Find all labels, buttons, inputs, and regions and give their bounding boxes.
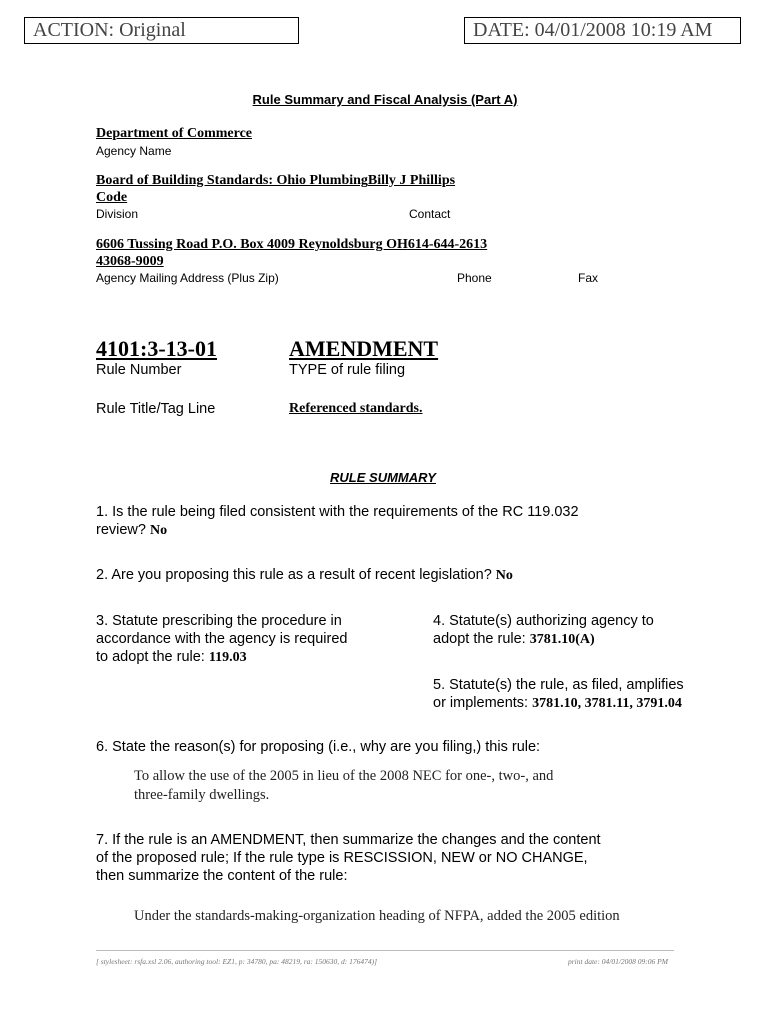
division-line2: Code	[96, 190, 128, 205]
question-5-line1: 5. Statute(s) the rule, as filed, amplifies	[433, 677, 684, 693]
phone-value: 614-644-2613	[407, 237, 488, 252]
question-2-text: 2. Are you proposing this rule as a result of recent legislation?	[96, 567, 492, 583]
action-text: ACTION: Original	[33, 19, 186, 41]
division-value	[96, 173, 455, 189]
question-3-line1: 3. Statute prescribing the procedure in	[96, 613, 342, 629]
question-1	[96, 503, 579, 540]
date-box	[464, 17, 741, 44]
question-2-answer: No	[495, 568, 513, 583]
rule-title-label: Rule Title/Tag Line	[96, 401, 216, 417]
question-1-answer: No	[150, 523, 168, 538]
page-title: Rule Summary and Fiscal Analysis (Part A)	[252, 92, 518, 107]
contact-value: Billy J Phillips	[367, 173, 456, 188]
question-4-line2: adopt the rule:	[433, 631, 526, 647]
question-6-answer-line1: To allow the use of the 2005 in lieu of the 2008 NEC for one-, two-, and	[134, 768, 554, 784]
address-label: Agency Mailing Address (Plus Zip)	[96, 271, 279, 285]
address-line1: 6606 Tussing Road P.O. Box 4009 Reynoldsburg OH	[96, 237, 408, 252]
contact-label: Contact	[409, 207, 451, 221]
question-3-answer: 119.03	[208, 650, 247, 665]
question-1-line2: review?	[96, 522, 146, 538]
rule-summary-heading: RULE SUMMARY	[330, 470, 436, 485]
question-1-line1: 1. Is the rule being filed consistent with the requirements of the RC 119.032	[96, 504, 579, 520]
question-5-answer: 3781.10, 3781.11, 3791.04	[532, 696, 682, 711]
question-3-line2: accordance with the agency is required	[96, 631, 348, 647]
footer-stylesheet-info: [ stylesheet: rsfa.xsl 2.06, authoring tool: EZ1, p: 34780, pa: 48219, ra: 150630, d: 176474)]	[96, 957, 378, 966]
rule-type: AMENDMENT	[289, 336, 439, 361]
phone-label: Phone	[457, 271, 492, 285]
question-6: 6. State the reason(s) for proposing (i.e., why are you filing,) this rule:	[96, 739, 541, 755]
question-4	[433, 612, 654, 649]
agency-name: Department of Commerce	[96, 126, 253, 141]
question-6-answer	[134, 767, 553, 805]
question-3	[96, 612, 347, 667]
question-4-line1: 4. Statute(s) authorizing agency to	[433, 613, 654, 629]
question-7	[96, 831, 601, 885]
address-line2: 43068-9009	[96, 254, 164, 269]
rule-number: 4101:3-13-01	[96, 336, 217, 361]
rule-title: Referenced standards.	[289, 401, 423, 416]
question-2	[96, 566, 513, 585]
address-value	[96, 237, 487, 253]
division-line1: Board of Building Standards: Ohio Plumbing	[96, 173, 368, 188]
action-box	[24, 17, 299, 44]
question-5	[433, 676, 684, 713]
rule-number-label: Rule Number	[96, 362, 182, 378]
rule-type-label: TYPE of rule filing	[289, 362, 406, 378]
question-7-line1: 7. If the rule is an AMENDMENT, then summarize the changes and the content	[96, 832, 601, 848]
agency-name-label: Agency Name	[96, 144, 172, 158]
footer-divider	[96, 950, 674, 951]
footer-print-date: print date: 04/01/2008 09:06 PM	[568, 957, 668, 966]
division-label: Division	[96, 207, 139, 221]
date-text: DATE: 04/01/2008 10:19 AM	[473, 19, 713, 41]
question-6-answer-line2: three-family dwellings.	[134, 787, 270, 803]
question-5-line2: or implements:	[433, 695, 529, 711]
question-7-line3: then summarize the content of the rule:	[96, 868, 348, 884]
question-7-answer: Under the standards-making-organization heading of NFPA, added the 2005 edition	[134, 908, 620, 924]
fax-label: Fax	[578, 271, 599, 285]
question-4-answer: 3781.10(A)	[529, 632, 595, 647]
question-7-line2: of the proposed rule; If the rule type is RESCISSION, NEW or NO CHANGE,	[96, 850, 588, 866]
question-3-line3: to adopt the rule:	[96, 649, 205, 665]
